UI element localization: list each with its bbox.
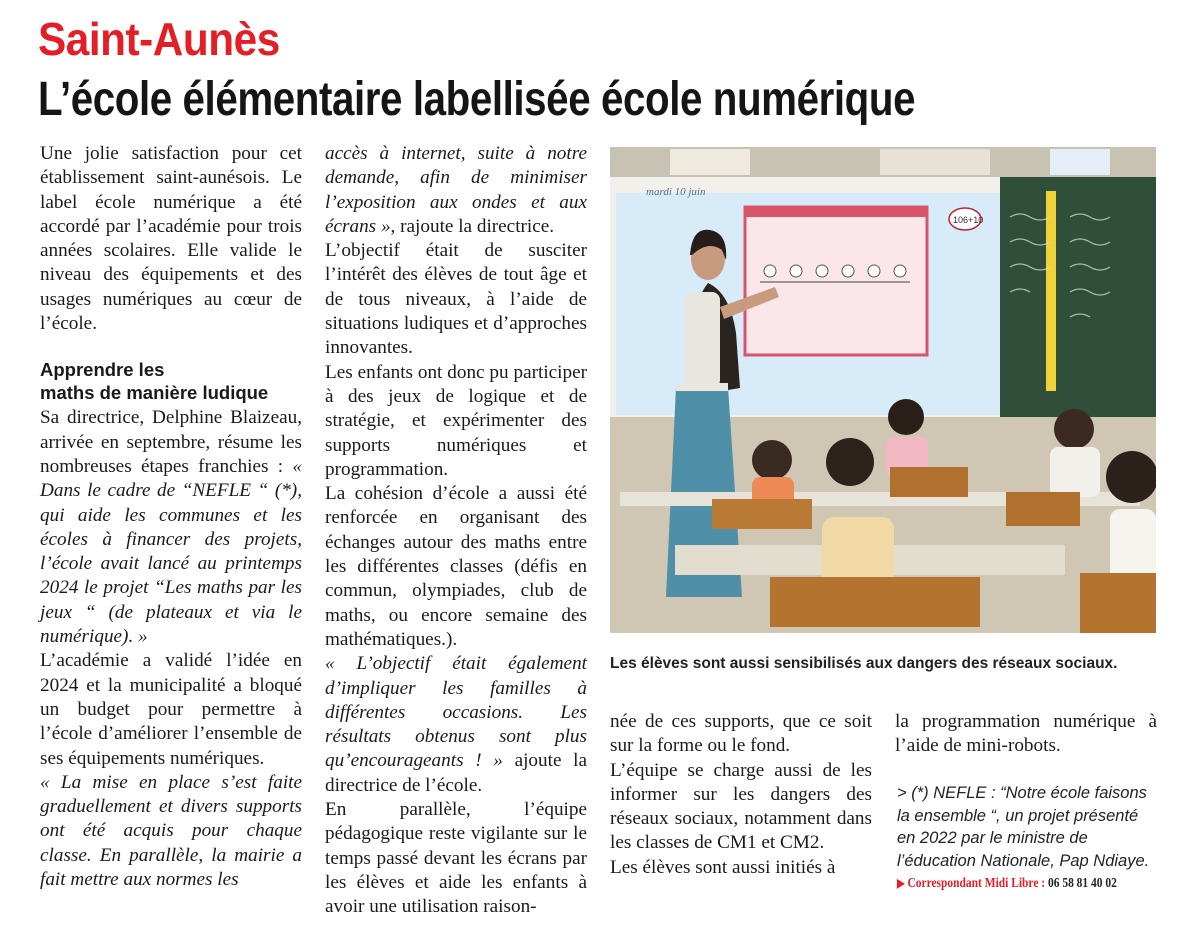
byline-phone: 06 58 81 40 02 <box>1047 876 1117 891</box>
paragraph: la programmation numérique à l’aide de mini-robots. <box>895 711 1157 757</box>
paragraph <box>325 142 587 239</box>
byline <box>897 876 1117 892</box>
paragraph: L’objectif était de susciter l’intérêt des élèves de tout âge et de tous niveaux, à l’aide de situations ludiques et d’approches innovantes. <box>325 240 587 359</box>
subheading-line-1: Apprendre les <box>40 359 165 381</box>
article-column-2 <box>325 142 587 920</box>
paragraph <box>40 406 302 649</box>
classroom-photo-illustration <box>610 147 1156 633</box>
quote-text: accès à internet, suite à notre demande, afin de minimiser l’exposition aux ondes et aux écrans » <box>325 143 587 237</box>
intro-paragraph: Une jolie satisfaction pour cet établissement saint-aunésois. Le label école numérique a été accordé par l’académie pour trois années scolaires. Elle valide le niveau des équipements et des usages numériques au cœur de l’école. <box>40 143 302 335</box>
subheading-line-2: maths de manière ludique <box>40 382 269 404</box>
footnote: > (*) NEFLE : “Notre école faisons la ensemble “, un projet présenté en 2022 par le ministre de l’éducation Nationale, Pap Ndiaye. <box>897 784 1150 870</box>
paragraph: Les élèves sont aussi initiés à <box>610 856 836 878</box>
screen-label: 106+10 <box>953 215 984 225</box>
kicker-title: Saint-Aunès <box>38 13 280 65</box>
article-column-3 <box>610 710 872 880</box>
article-column-4 <box>895 710 1157 759</box>
paragraph-text: Sa directrice, Delphine Blaizeau, arrivée en septembre, résume les nombreuses étapes franchies : <box>40 407 302 477</box>
paragraph <box>325 652 587 798</box>
paragraph-text: , rajoute la directrice. <box>390 215 555 237</box>
paragraph <box>40 771 302 892</box>
quote-text: « La mise en place s’est faite graduellement et divers supports ont été acquis pour chaque classe. En parallèle, la mairie a fait mettre aux normes les <box>40 771 302 891</box>
paragraph: Les enfants ont donc pu participer à des jeux de logique et de stratégie, et expérimenter des supports numériques et programmation. <box>325 361 587 480</box>
paragraph: En parallèle, l’équipe pédagogique reste vigilante sur le temps passé devant les écrans par les élèves et aide les enfants à avoir une utilisation raison- <box>325 799 587 918</box>
paragraph: née de ces supports, que ce soit sur la forme ou le fond. <box>610 711 872 757</box>
photo-caption: Les élèves sont aussi sensibilisés aux dangers des réseaux sociaux. <box>610 655 1118 672</box>
paragraph: L’académie a validé l’idée en 2024 et la municipalité a bloqué un budget pour permettre à l’école d’améliorer l’ensemble de ses équipements numériques. <box>40 650 302 769</box>
board-date: mardi 10 juin <box>646 186 706 198</box>
quote-text: « L’objectif était également d’impliquer les familles à différentes occasions. Les résultats obtenus sont plus qu’encourageants ! » <box>325 653 587 772</box>
headline: L’école élémentaire labellisée école numérique <box>38 73 916 126</box>
subheading <box>40 358 302 404</box>
paragraph: L’équipe se charge aussi de les informer sur les dangers des réseaux sociaux, notamment dans les classes de CM1 et CM2. <box>610 759 872 854</box>
triangle-icon: ▶ <box>897 876 905 890</box>
paragraph-text: ajoute la directrice de l’école. <box>325 750 588 796</box>
article-column-1 <box>40 142 302 892</box>
classroom-photo <box>610 147 1156 633</box>
paragraph: La cohésion d’école a aussi été renforcée en organisant des échanges autour des maths entre les différentes classes (défis en commun, olympiades, club de maths, ou encore semaine des mathématiques.). <box>325 483 587 650</box>
byline-label: Correspondant Midi Libre : <box>907 876 1046 891</box>
quote-text: « Dans le cadre de “NEFLE “ (*), qui aide les communes et les écoles à financer des projets, l’école avait lancé au printemps 2024 le projet “Les maths par les jeux “ (de plateaux et via le numérique). » <box>40 455 302 648</box>
